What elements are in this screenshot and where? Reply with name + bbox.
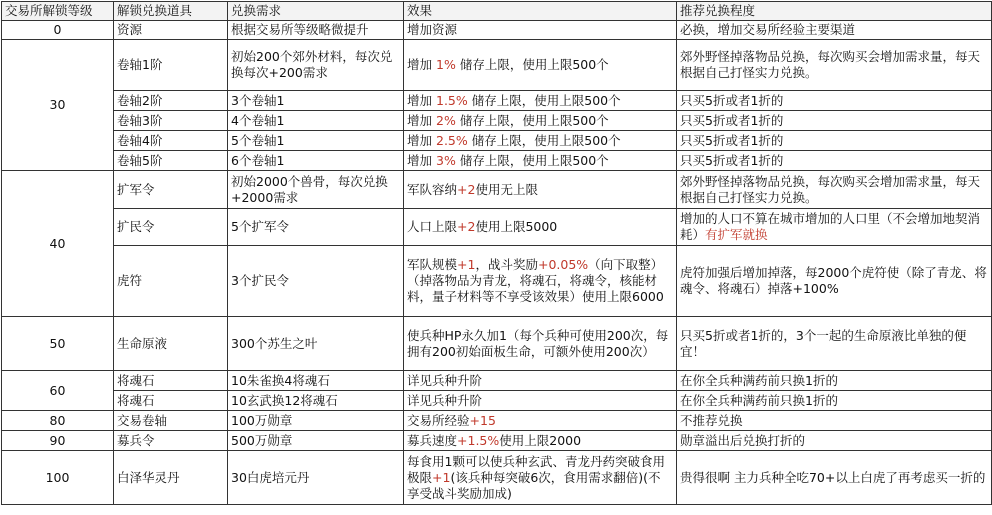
effect-text: 增加 <box>407 132 433 148</box>
requirement-cell: 5个卷轴1 <box>228 131 404 151</box>
recommendation-cell: 在你全兵种满药前只换1折的 <box>677 391 992 411</box>
table-row <box>2 246 992 317</box>
requirement-cell: 3个卷轴1 <box>228 91 404 111</box>
effect-text: 增加 <box>407 152 433 168</box>
effect-text: 增加 <box>407 92 433 108</box>
effect-text: (该兵种每突破6次，食用需求翻倍)(不享受战斗奖励加成) <box>407 469 661 501</box>
item-cell: 卷轴3阶 <box>114 111 228 131</box>
recommendation-cell: 只买5折或者1折的 <box>677 111 992 131</box>
recommendation-cell: 贵得很啊 主力兵种全吃70+以上白虎了再考虑买一折的 <box>677 451 992 505</box>
requirement-cell: 30白虎培元丹 <box>228 451 404 505</box>
effect-value: +15 <box>469 412 496 428</box>
effect-text: 军队规模 <box>407 257 458 272</box>
level-cell: 80 <box>2 411 114 431</box>
effect-text: ，战斗奖励 <box>475 257 538 272</box>
recommendation-cell: 勋章溢出后兑换打折的 <box>677 431 992 451</box>
table-row <box>2 131 992 151</box>
requirement-cell: 300个苏生之叶 <box>228 317 404 371</box>
item-cell: 卷轴5阶 <box>114 151 228 171</box>
effect-text: 军队容纳 <box>407 181 458 197</box>
table-row <box>2 111 992 131</box>
effect-cell <box>404 411 677 431</box>
table-row <box>2 91 992 111</box>
table-row <box>2 151 992 171</box>
effect-text: 使用上限5000 <box>475 219 558 234</box>
header-requirement: 兑换需求 <box>228 2 404 21</box>
effect-text: 每食用1颗可以使兵种玄武、青龙丹药突破食用极限 <box>407 453 665 485</box>
item-cell: 卷轴4阶 <box>114 131 228 151</box>
effect-value: 3% <box>436 152 456 168</box>
effect-text: 储存上限，使用上限500个 <box>471 92 621 108</box>
header-effect: 效果 <box>404 2 677 21</box>
effect-cell: 详见兵种升阶 <box>404 391 677 411</box>
recommendation-cell: 在你全兵种满药前只换1折的 <box>677 371 992 391</box>
effect-cell <box>404 431 677 451</box>
recommendation-cell: 只买5折或者1折的 <box>677 131 992 151</box>
item-cell: 卷轴2阶 <box>114 91 228 111</box>
effect-text: 增加 <box>407 112 433 128</box>
requirement-cell: 根据交易所等级略微提升 <box>228 21 404 40</box>
effect-cell <box>404 111 677 131</box>
recommendation-cell: 郊外野怪掉落物品兑换，每次购买会增加需求量，每天根据自己打怪实力兑换。 <box>677 171 992 209</box>
effect-text: 储存上限，使用上限500个 <box>471 132 621 148</box>
requirement-cell: 6个卷轴1 <box>228 151 404 171</box>
effect-text: 增加 <box>407 57 433 72</box>
effect-text: 储存上限，使用上限500个 <box>459 57 609 72</box>
requirement-cell: 4个卷轴1 <box>228 111 404 131</box>
header-level: 交易所解锁等级 <box>2 2 114 21</box>
requirement-cell: 3个扩民令 <box>228 246 404 317</box>
requirement-cell: 初始2000个兽骨，每次兑换+2000需求 <box>228 171 404 209</box>
table-row <box>2 171 992 209</box>
level-cell: 40 <box>2 171 114 317</box>
recommendation-cell: 只买5折或者1折的 <box>677 151 992 171</box>
exchange-table <box>1 1 992 505</box>
item-cell: 将魂石 <box>114 371 228 391</box>
requirement-cell: 100万勋章 <box>228 411 404 431</box>
level-cell: 90 <box>2 431 114 451</box>
effect-cell <box>404 151 677 171</box>
recommendation-cell: 必换，增加交易所经验主要渠道 <box>677 21 992 40</box>
requirement-cell: 10玄武换12将魂石 <box>228 391 404 411</box>
effect-text: 交易所经验 <box>407 412 470 428</box>
level-cell: 50 <box>2 317 114 371</box>
effect-cell <box>404 40 677 91</box>
effect-text: 储存上限，使用上限500个 <box>459 112 609 128</box>
effect-text: 使用无上限 <box>475 181 538 197</box>
effect-cell <box>404 91 677 111</box>
effect-value: +0.05% <box>537 257 589 272</box>
effect-cell <box>404 451 677 505</box>
effect-cell: 详见兵种升阶 <box>404 371 677 391</box>
effect-text: 募兵速度 <box>407 432 458 448</box>
header-row <box>2 2 992 21</box>
item-cell: 将魂石 <box>114 391 228 411</box>
level-cell: 30 <box>2 40 114 171</box>
effect-cell: 使兵种HP永久加1（每个兵种可使用200次，每拥有200初始面板生命，可额外使用200次） <box>404 317 677 371</box>
effect-cell <box>404 209 677 246</box>
item-cell: 交易卷轴 <box>114 411 228 431</box>
table-row <box>2 431 992 451</box>
table-row <box>2 411 992 431</box>
effect-text: 储存上限，使用上限500个 <box>459 152 609 168</box>
recommendation-highlight: 有扩军就换 <box>705 227 768 242</box>
effect-text: 使用上限2000 <box>499 432 582 448</box>
header-item: 解锁兑换道具 <box>114 2 228 21</box>
recommendation-cell: 郊外野怪掉落物品兑换，每次购买会增加需求量，每天根据自己打怪实力兑换。 <box>677 40 992 91</box>
table-row <box>2 451 992 505</box>
effect-value: 2% <box>436 112 456 128</box>
table-row <box>2 21 992 40</box>
effect-cell: 增加资源 <box>404 21 677 40</box>
recommendation-cell <box>677 209 992 246</box>
level-cell: 60 <box>2 371 114 411</box>
recommendation-text: 增加的人口不算在城市增加的人口里（不会增加地契消耗） <box>680 211 981 242</box>
recommendation-cell: 只买5折或者1折的 <box>677 91 992 111</box>
effect-cell <box>404 171 677 209</box>
item-cell: 卷轴1阶 <box>114 40 228 91</box>
recommendation-cell: 只买5折或者1折的，3个一起的生命原液比单独的便宜！ <box>677 317 992 371</box>
effect-value: 1.5% <box>436 92 468 108</box>
level-cell: 100 <box>2 451 114 505</box>
level-cell: 0 <box>2 21 114 40</box>
item-cell: 资源 <box>114 21 228 40</box>
item-cell: 白泽华灵丹 <box>114 451 228 505</box>
item-cell: 扩民令 <box>114 209 228 246</box>
table-row <box>2 391 992 411</box>
header-recommendation: 推荐兑换程度 <box>677 2 992 21</box>
item-cell: 扩军令 <box>114 171 228 209</box>
recommendation-cell: 不推荐兑换 <box>677 411 992 431</box>
requirement-cell: 500万勋章 <box>228 431 404 451</box>
table-row <box>2 371 992 391</box>
table-row <box>2 209 992 246</box>
effect-value: +1 <box>432 469 451 485</box>
effect-value: +1 <box>457 257 476 272</box>
effect-value: +1.5% <box>457 432 500 448</box>
effect-value: 1% <box>436 57 456 72</box>
effect-cell <box>404 131 677 151</box>
effect-text: （向下取整）（掉落物品为青龙，将魂石，将魂令，核能材料，量子材料等不享受该效果）使用上限6000 <box>407 257 664 304</box>
table-row <box>2 317 992 371</box>
recommendation-cell: 虎符加强后增加掉落，每2000个虎符使（除了青龙、将魂令、将魂石）掉落+100% <box>677 246 992 317</box>
effect-value: +2 <box>457 219 476 234</box>
requirement-cell: 初始200个郊外材料，每次兑换每次+200需求 <box>228 40 404 91</box>
effect-value: 2.5% <box>436 132 468 148</box>
effect-cell <box>404 246 677 317</box>
effect-value: +2 <box>457 181 476 197</box>
item-cell: 募兵令 <box>114 431 228 451</box>
requirement-cell: 5个扩军令 <box>228 209 404 246</box>
effect-text: 人口上限 <box>407 219 458 234</box>
item-cell: 生命原液 <box>114 317 228 371</box>
table-row <box>2 40 992 91</box>
requirement-cell: 10朱雀换4将魂石 <box>228 371 404 391</box>
item-cell: 虎符 <box>114 246 228 317</box>
